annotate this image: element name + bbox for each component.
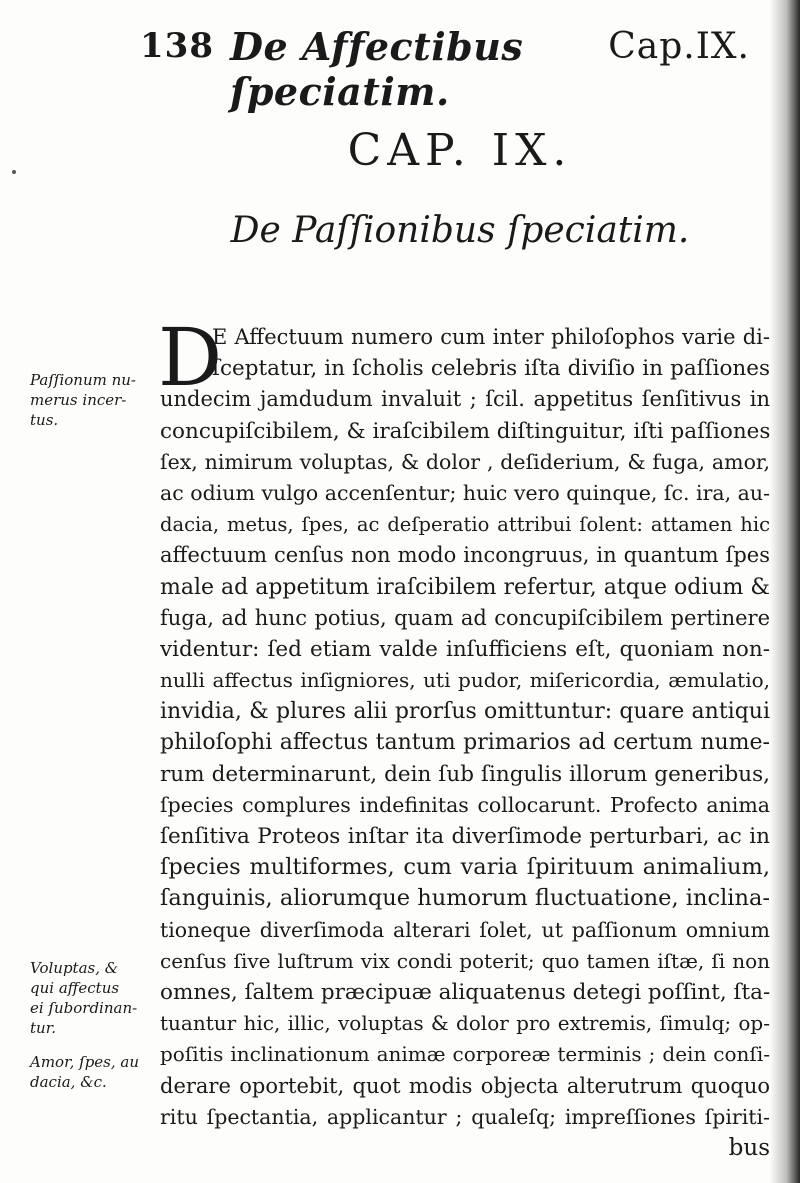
text-line: ſenſitiva Proteos inſtar ita diverſimode perturbari, ac in bbox=[160, 824, 770, 849]
text-line: affectuum cenſus non modo incongruus, in quantum ſpes bbox=[160, 543, 770, 568]
marginal-line: qui affectus bbox=[30, 979, 120, 997]
running-chapter: Cap.IX. bbox=[608, 26, 750, 67]
text-line: ac odium vulgo accenſentur; huic vero quinque, ſc. ira, au- bbox=[160, 480, 770, 505]
text-line: rum determinarunt, dein ſub ſingulis illorum generibus, bbox=[160, 761, 770, 787]
marginal-note-passions bbox=[30, 370, 145, 430]
text-line: undecim jamdudum invaluit ; ſcil. appetitus ſenſitivus in bbox=[160, 387, 770, 412]
marginal-line: merus incer- bbox=[30, 391, 127, 409]
text-line: dacia, metus, ſpes, ac deſperatio attribui ſolent: attamen hic bbox=[160, 513, 770, 537]
text-line: ritu ſpectantia, applicantur ; qualeſq; impreſſiones ſpiriti- bbox=[160, 1104, 770, 1129]
marginal-line: tur. bbox=[30, 1019, 56, 1037]
running-title: De Affectibus ſpeciatim. bbox=[230, 24, 524, 114]
text-line: omnes, ſaltem præcipuæ aliquatenus detegi poſſint, ſta- bbox=[160, 979, 770, 1005]
chapter-title: De Paſſionibus ſpeciatim. bbox=[230, 210, 690, 251]
marginal-line: Amor, ſpes, au bbox=[30, 1053, 140, 1071]
text-line: fuga, ad hunc potius, quam ad concupiſcibilem pertinere bbox=[160, 605, 770, 630]
marginal-line: tus. bbox=[30, 411, 59, 429]
page-gutter-shadow bbox=[770, 0, 800, 1183]
body-text bbox=[160, 322, 770, 1164]
text-line: philoſophi affectus tantum primarios ad certum nume- bbox=[160, 730, 770, 756]
text-line: ſpecies complures indefinitas collocarunt. Profecto anima bbox=[160, 792, 770, 817]
text-line: ſpecies multiformes, cum varia ſpirituum animalium, bbox=[160, 854, 770, 881]
text-line: derare oportebit, quot modis objecta alterutrum quoquo bbox=[160, 1073, 770, 1098]
marginal-line: dacia, &c. bbox=[30, 1073, 107, 1091]
running-header bbox=[140, 22, 750, 114]
drop-cap: D bbox=[158, 311, 223, 404]
marginal-note-voluptas bbox=[30, 958, 145, 1038]
text-line: concupiſcibilem, & iraſcibilem diſtinguitur, iſti paſſiones bbox=[160, 418, 770, 444]
page-number: 138 bbox=[140, 26, 214, 66]
text-line: cenſus ſive luſtrum vix condi poterit; quo tamen iſtæ, ſi non bbox=[160, 948, 770, 973]
marginal-line: Paſſionum nu- bbox=[30, 371, 136, 389]
text-line: E Affectuum numero cum inter philoſophos varie di- bbox=[212, 325, 770, 349]
text-line: ſanguinis, aliorumque humorum fluctuatione, inclina- bbox=[160, 885, 770, 912]
text-line: ſceptatur, in ſcholis celebris iſta diviſio in paſſiones bbox=[212, 356, 770, 382]
text-line: videntur: ſed etiam valde inſufficiens eſt, quoniam non- bbox=[160, 636, 770, 662]
text-line: tuantur hic, illic, voluptas & dolor pro extremis, ſimulq; op- bbox=[160, 1011, 770, 1036]
marginal-line: ei ſubordinan- bbox=[30, 999, 138, 1017]
text-line: invidia, & plures alii prorſus omittuntur: quare antiqui bbox=[160, 699, 770, 725]
text-line: nulli affectus inſigniores, uti pudor, miſericordia, æmulatio, bbox=[160, 668, 770, 693]
marginal-note-amor bbox=[30, 1052, 145, 1092]
text-line: poſitis inclinationum animæ corporeæ terminis ; dein conſi- bbox=[160, 1042, 770, 1067]
marginal-line: Voluptas, & bbox=[30, 959, 119, 977]
text-line: male ad appetitum iraſcibilem refertur, atque odium & bbox=[160, 574, 770, 600]
catchword: bus bbox=[728, 1134, 770, 1161]
chapter-heading: CAP. IX. bbox=[347, 125, 573, 176]
text-line: tioneque diverſimoda alterari ſolet, ut paſſionum omnium bbox=[160, 917, 770, 942]
text-line: ſex, nimirum voluptas, & dolor , deſiderium, & fuga, amor, bbox=[160, 449, 770, 474]
page-speck bbox=[12, 170, 16, 174]
